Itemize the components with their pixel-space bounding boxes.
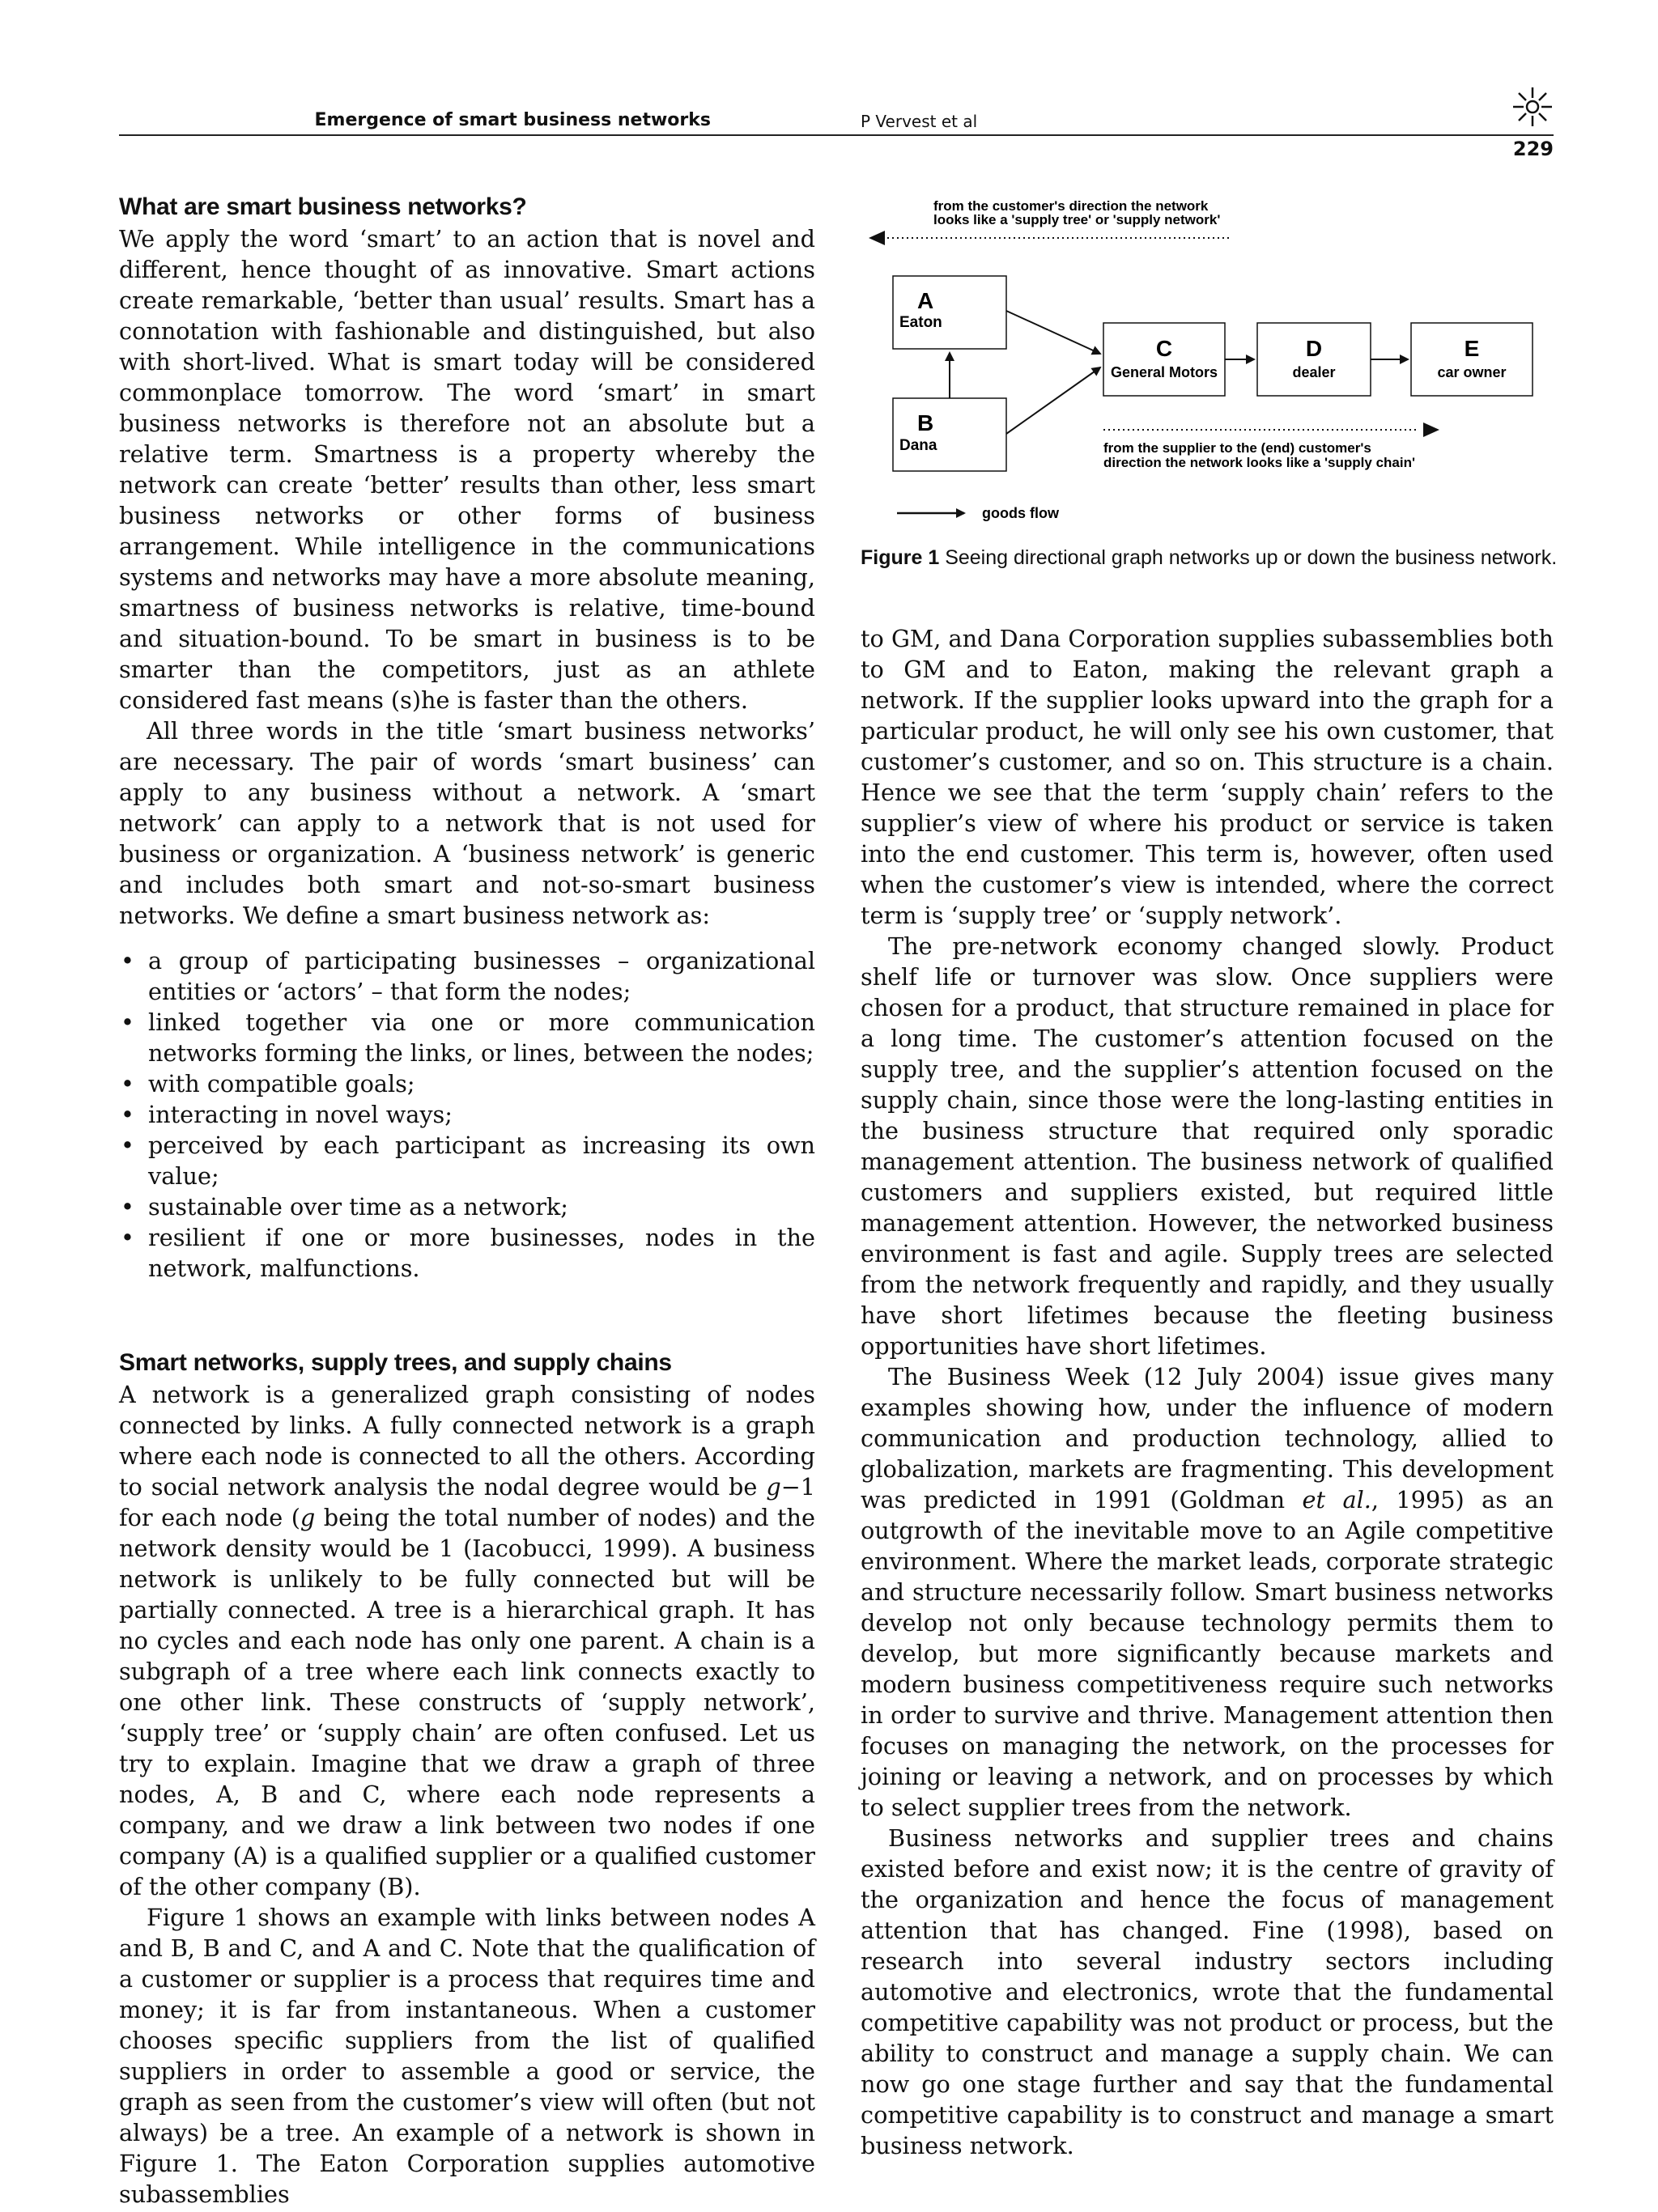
figure-1-caption: Figure 1 Seeing directional graph networks up or down the business network. [861, 546, 1558, 569]
svg-text:General Motors: General Motors [1110, 364, 1218, 380]
svg-text:C: C [1155, 336, 1173, 361]
list-item: • interacting in novel ways; [119, 1099, 815, 1130]
node-b-dana [893, 398, 1006, 471]
list-item: • sustainable over time as a network; [119, 1191, 815, 1222]
paragraph: The Business Week (12 July 2004) issue gives many examples showing how, under the influence of modern communication and production technology, allied to globalization, markets are fragmenting. This development was predicted in 1991 (Goldman et al., 1995) as an outgrowth of the inevitable move to an Agile competitive environment. Where the market leads, corporate strategic and structure necessarily follow. Smart business networks develop not only because technology permits them to develop, but more significantly because markets and modern business competitiveness require such networks in order to survive and thrive. Management attention then focuses on managing the network, on the processes for joining or leaving a network, and on processes by which to select supplier trees from the network. [861, 1363, 1554, 1821]
bottom-note-line2: direction the network looks like a 'supply chain' [1103, 455, 1416, 470]
svg-text:A: A [917, 288, 934, 313]
running-header [119, 107, 1554, 160]
svg-text:Eaton: Eaton [899, 314, 942, 331]
bottom-note-line1: from the supplier to the (end) customer's [1103, 440, 1371, 456]
left-column [119, 191, 815, 2210]
list-item: • with compatible goals; [119, 1068, 815, 1099]
top-note-line2: looks like a 'supply tree' or 'supply network' [933, 212, 1221, 227]
edge-b-to-c [1006, 367, 1100, 434]
header-authors: P Vervest et al [861, 112, 978, 131]
publisher-logo-icon [1511, 86, 1554, 128]
svg-text:D: D [1305, 336, 1323, 361]
list-item: • resilient if one or more businesses, nodes in the network, malfunctions. [119, 1222, 815, 1284]
right-column [861, 623, 1554, 2161]
list-item: • a group of participating businesses – organizational entities or ‘actors’ – that form the nodes; [119, 945, 815, 1007]
arrowhead-left [869, 231, 885, 245]
paragraph: to GM, and Dana Corporation supplies subassemblies both to GM and to Eaton, making the relevant graph a network. If the supplier looks upward into the graph for a particular product, he will only see his own customer, that customer’s customer, and so on. This structure is a chain. Hence we see that the term ‘supply chain’ refers to the supplier’s view of where his product or service is taken into the end customer. This term is, however, often used when the customer’s view is intended, where the correct term is ‘supply tree’ or ‘supply network’. [861, 625, 1554, 929]
node-e-car-owner [1411, 323, 1533, 396]
paragraph: The pre-network economy changed slowly. Product shelf life or turnover was slow. Once suppliers were chosen for a product, that structure remained in place for a long time. The customer’s attention focused on the supply tree, and the supplier’s attention focused on the supply chain, since those were the long-lasting entities in the business structure that required only sporadic management attention. The business network of qualified customers and suppliers existed, but required little management attention. However, the networked business environment is fast and agile. Supply trees are selected from the network frequently and rapidly, and they usually have short lifetimes because the fleeting business opportunities have short lifetimes. [861, 932, 1554, 1360]
list-item: • linked together via one or more communication networks forming the links, or lines, between the nodes; [119, 1007, 815, 1068]
definition-list [119, 945, 815, 1284]
top-note-line1: from the customer's direction the network [933, 198, 1209, 214]
node-a-eaton [893, 276, 1006, 349]
section-heading-supply-trees: Smart networks, supply trees, and supply chains [119, 1349, 672, 1376]
journal-article-title: Emergence of smart business networks [314, 110, 711, 130]
paragraph: A network is a generalized graph consisting of nodes connected by links. A fully connected network is a graph where each node is connected to all the others. According to social network analysis the nodal degree would be g−1 for each node (g being the total number of nodes) and the network density would be 1 (Iacobucci, 1999). A business network is unlikely to be fully connected but will be partially connected. A tree is a hierarchical graph. It has no cycles and each node has only one parent. A chain is a subgraph of a tree where each link connects exactly to one other link. These constructs of ‘supply network’, ‘supply tree’ or ‘supply chain’ are often confused. Let us try to explain. Imagine that we draw a graph of three nodes, A, B and C, where each node represents a company, and we draw a link between two nodes if one company (A) is a qualified supplier or a qualified customer of the other company (B). [119, 1381, 816, 1900]
svg-text:B: B [917, 410, 934, 435]
list-item: • perceived by each participant as increasing its own value; [119, 1130, 815, 1191]
edge-a-to-c [1006, 311, 1100, 354]
header-rule [119, 134, 1554, 136]
svg-text:dealer: dealer [1292, 364, 1336, 380]
paragraph: Figure 1 shows an example with links between nodes A and B, B and C, and A and C. Note that the qualification of a customer or supplier is a process that requires time and money; it is far from instantaneous. When a customer chooses specific suppliers from the list of qualified suppliers in order to assemble a good or service, the graph as seen from the customer’s view will often (but not always) be a tree. An example of a network is shown in Figure 1. The Eaton Corporation supplies automotive subassemblies [119, 1904, 815, 2208]
legend-goods-flow: goods flow [982, 505, 1059, 521]
figure-1-network-diagram [861, 191, 1554, 580]
paragraph: All three words in the title ‘smart business networks’ are necessary. The pair of words ‘smart business’ can apply to any business without a network. A ‘smart network’ can apply to a network that is not used for business or organization. A ‘business network’ is generic and includes both smart and not-so-smart business networks. We define a smart business network as: [119, 717, 815, 929]
section-heading-smart-networks: What are smart business networks? [119, 193, 527, 220]
node-d-dealer [1257, 323, 1371, 396]
page-number: 229 [1512, 138, 1554, 160]
svg-text:E: E [1464, 336, 1480, 361]
svg-text:car owner: car owner [1437, 364, 1507, 380]
arrowhead-right [1423, 422, 1439, 437]
paragraph: Business networks and supplier trees and chains existed before and exist now; it is the centre of gravity of the organization and hence the focus of management attention that has changed. Fine (1998), based on research into several industry sectors including automotive and electronics, wrote that the fundamental competitive capability was not product or process, but the ability to construct and manage a supply chain. We can now go one stage further and say that the fundamental competitive capability is to construct and manage a smart business network. [861, 1824, 1554, 2159]
node-c-general-motors [1103, 323, 1225, 396]
svg-text:Dana: Dana [899, 437, 937, 454]
paragraph: We apply the word ‘smart’ to an action that is novel and different, hence thought of as innovative. Smart actions create remarkable, ‘better than usual’ results. Smart has a connotation with fashionable and distinguished, but also with short-lived. What is smart today will be considered commonplace tomorrow. The word ‘smart’ in smart business networks is therefore not an absolute but a relative term. Smartness is a property whereby the network can create ‘better’ results than other, less smart business networks or other forms of business arrangement. While intelligence in the communications systems and networks may have a more absolute meaning, smartness of business networks is relative, time-bound and situation-bound. To be smart in business is to be smarter than the competitors, just as an athlete considered fast means (s)he is faster than the others. [119, 225, 815, 714]
